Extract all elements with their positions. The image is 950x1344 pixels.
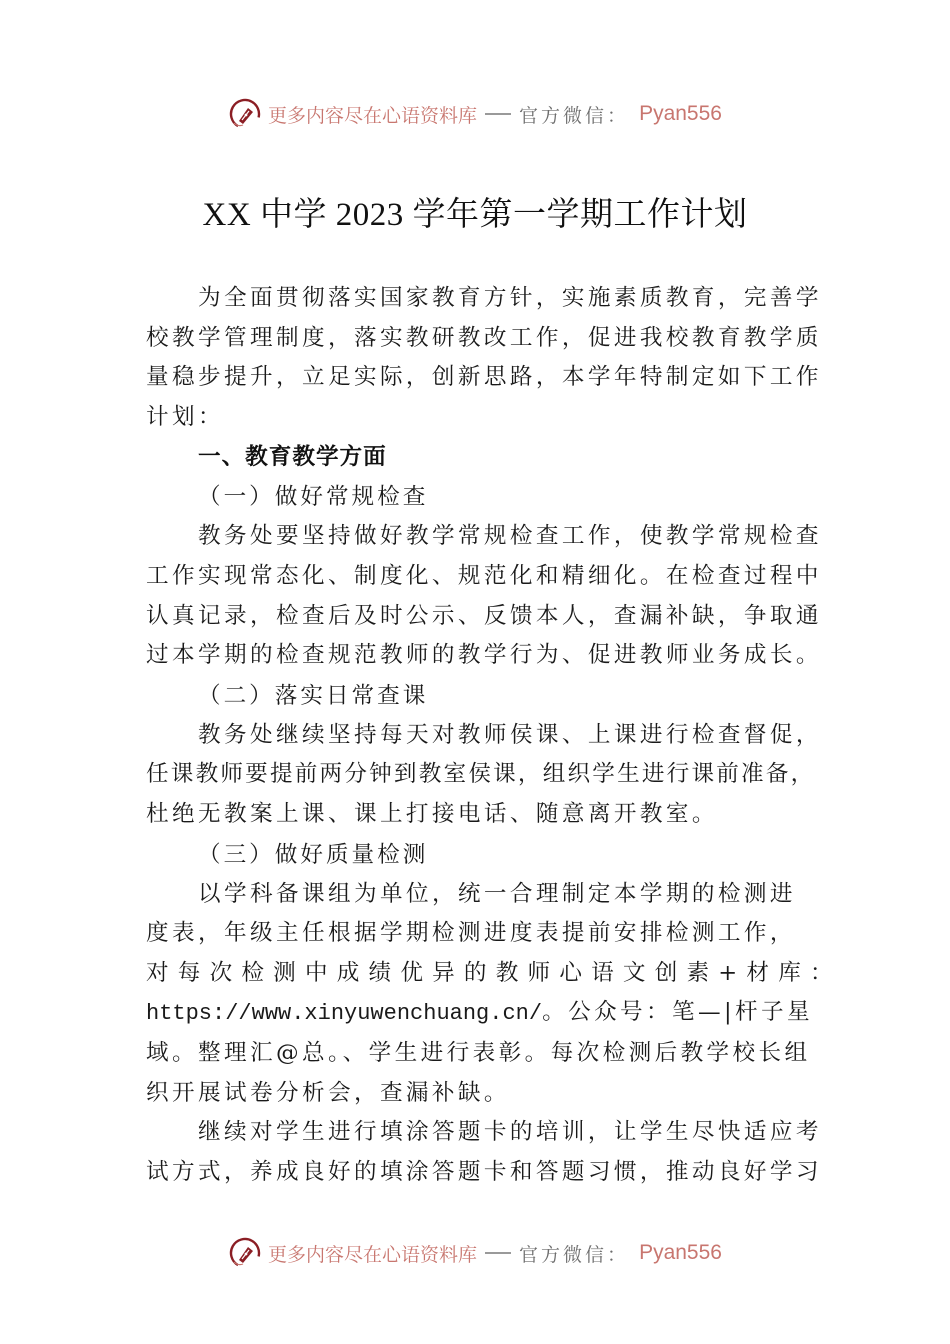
banner-wechat-label: 官方微信： (519, 104, 630, 127)
subsection-heading: （一）做好常规检查 (198, 484, 429, 511)
pen-nib-circle-logo-icon (228, 97, 262, 131)
text-line: 教务处要坚持做好教学常规检查工作，使教学常规检查 (198, 523, 822, 550)
text-line: 以学科备课组为单位，统一合理制定本学期的检测进 (198, 880, 796, 907)
text-line: 认真记录，检查后及时公示、反馈本人，查漏补缺，争取通 (146, 602, 822, 629)
text-line: 为全面贯彻落实国家教育方针，实施素质教育，完善学 (198, 285, 822, 311)
text-line: 任课教师要提前两分钟到教室侯课，组织学生进行课前准备， (146, 761, 816, 788)
text-fragment: 。公众号：笔—|杆子星 (542, 999, 814, 1026)
banner-dash (485, 1252, 511, 1254)
text-line: 工作实现常态化、制度化、规范化和精细化。在检查过程中 (146, 562, 822, 589)
text-line: 计划： (146, 403, 224, 430)
subsection-heading: （三）做好质量检测 (198, 841, 429, 868)
footer-watermark-banner (0, 1231, 950, 1275)
banner-wechat-id: Pyan556 (639, 102, 722, 125)
paragraph (146, 1113, 822, 1192)
subsection-heading: （二）落实日常查课 (198, 682, 429, 709)
text-line: 度表，年级主任根据学期检测进度表提前安排检测工作， (146, 920, 796, 947)
resource-url-text: https://www.xinyuwenchuang.cn/ (146, 1001, 543, 1027)
text-line: 继续对学生进行填涂答题卡的培训，让学生尽快适应考 (198, 1119, 822, 1146)
text-line: 量稳步提升，立足实际，创新思路，本学年特制定如下工作 (146, 364, 822, 391)
paragraph (146, 517, 822, 675)
text-line: 试方式，养成良好的填涂答题卡和答题习惯，推动良好学习 (146, 1158, 822, 1185)
text-line: 对每次检测中成绩优异的教师心语文创素+材库： (146, 959, 842, 986)
document-body (146, 279, 842, 1192)
text-line: 杜绝无教案上课、课上打接电话、随意离开教室。 (146, 800, 718, 827)
banner-site-text: 更多内容尽在心语资料库 (268, 104, 478, 127)
text-line: 校教学管理制度，落实教研教改工作，促进我校教育教学质 (146, 324, 822, 351)
banner-wechat-id: Pyan556 (639, 1241, 722, 1264)
header-watermark-banner (0, 92, 950, 136)
page-title: XX 中学 2023 学年第一学期工作计划 (202, 197, 748, 233)
text-line-url (146, 993, 818, 1034)
intro-paragraph (146, 279, 822, 437)
text-line: 域。整理汇@总。、学生进行表彰。每次检测后教学校长组 (146, 1039, 811, 1066)
text-line: 教务处继续坚持每天对教师侯课、上课进行检查督促， (198, 721, 822, 748)
paragraph (146, 716, 822, 835)
banner-site-text: 更多内容尽在心语资料库 (268, 1243, 478, 1266)
section-heading: 一、教育教学方面 (198, 444, 387, 471)
paragraph (146, 875, 842, 1114)
text-line: 织开展试卷分析会，查漏补缺。 (146, 1079, 510, 1106)
banner-wechat-label: 官方微信： (519, 1243, 630, 1266)
banner-dash (485, 113, 511, 115)
text-line: 过本学期的检查规范教师的教学行为、促进教师业务成长。 (146, 642, 822, 669)
pen-nib-circle-logo-icon (228, 1236, 262, 1270)
